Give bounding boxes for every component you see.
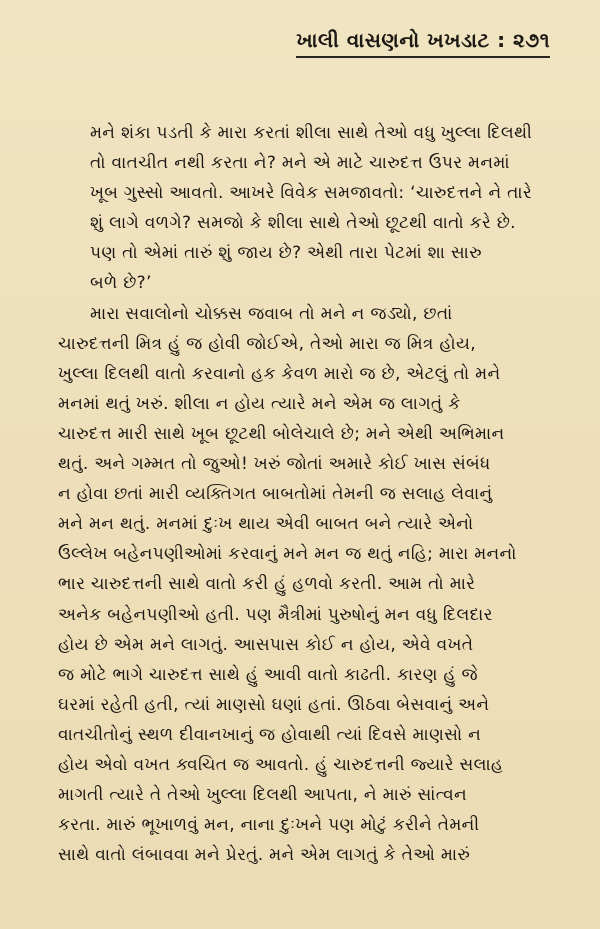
text-line: પણ તો એમાં તારું શું જાય છે? એથી તારા પેટમાં શા સારુ (90, 243, 482, 264)
text-line: ભાર ચારુદત્તની સાથે વાતો કરી હું હળવો કરતી. આમ તો મારે (58, 574, 476, 595)
text-line: ખુલ્લા દિલથી વાતો કરવાનો હક કેવળ મારો જ છે, એટલું તો મને (58, 363, 501, 384)
text-line: થતું. અને ગમ્મત તો જુઓ! ખરું જોતાં અમારે કોઈ ખાસ સંબંધ (58, 454, 491, 475)
text-line: ચારુદત્ત મારી સાથે ખૂબ છૂટથી બોલેચાલે છે; મને એથી અભિમાન (58, 423, 505, 444)
text-line: તો વાતચીત નથી કરતા ને? મને એ માટે ચારુદત્ત ઉપર મનમાં (90, 153, 510, 174)
text-line: શું લાગે વળગે? સમજો કે શીલા સાથે તેઓ છૂટથી વાતો કરે છે. (90, 213, 516, 234)
page-header (58, 28, 566, 86)
text-line: બળે છે?’ (90, 273, 152, 294)
text-line: હોય એવો વખત ક્વચિત જ આવતો. હું ચારુદત્તની જ્યારે સલાહ (58, 754, 504, 775)
text-line: જ મોટે ભાગે ચારુદત્ત સાથે હું આવી વાતો કાઢતી. કારણ હું જે (58, 664, 478, 685)
text-line: ન હોવા છતાં મારી વ્યક્તિગત બાબતોમાં તેમની જ સલાહ લેવાનું (58, 484, 493, 505)
paragraph-1 (58, 118, 566, 299)
text-line: ચારુદત્તની મિત્ર હું જ હોવી જોઈએ, તેઓ મારા જ મિત્ર હોય, (58, 333, 476, 354)
text-line: મને મન થતું. મનમાં દુઃખ થાય એવી બાબત બને ત્યારે એનો (58, 514, 474, 535)
text-line: ખૂબ ગુસ્સો આવતો. આખરે વિવેક સમજાવતો: ‘ચારુદત્તને ને તારે (90, 183, 532, 204)
text-line: ઉલ્લેખ બહેનપણીઓમાં કરવાનું મને મન જ થતું નહિ; મારા મનનો (58, 544, 517, 565)
text-line: ઘરમાં રહેતી હતી, ત્યાં માણસો ઘણાં હતાં. ઊઠવા બેસવાનું અને (58, 694, 490, 715)
text-line: હોય છે એમ મને લાગતું. આસપાસ કોઈ ન હોય, એવે વખતે (58, 634, 474, 655)
text-line: મારા સવાલોનો ચોક્કસ જવાબ તો મને ન જડ્યો, છતાં (90, 303, 453, 324)
paragraph-2 (58, 299, 566, 871)
running-head: ખાલી વાસણનો ખખડાટ : ૨૭૧ (296, 28, 550, 58)
text-line: વાતચીતોનું સ્થળ દીવાનખાનું જ હોવાથી ત્યાં દિવસે માણસો ન (58, 724, 482, 745)
text-line: માગતી ત્યારે તે તેઓ ખુલ્લા દિલથી આપતા, ને મારું સાંત્વન (58, 785, 468, 806)
text-line: અનેક બહેનપણીઓ હતી. પણ મૈત્રીમાં પુરુષોનું મન વધુ દિલદાર (58, 604, 493, 625)
body-text (58, 118, 566, 870)
text-line: મનમાં થતું ખરું. શીલા ન હોય ત્યારે મને એમ જ લાગતું કે (58, 393, 461, 414)
text-line: સાથે વાતો લંબાવવા મને પ્રેરતું. મને એમ લાગતું કે તેઓ મારું (58, 845, 471, 866)
text-line: કરતા. મારું ભૂખાળવું મન, નાના દુઃખને પણ મોટું કરીને તેમની (58, 815, 480, 836)
text-line: મને શંકા પડતી કે મારા કરતાં શીલા સાથે તેઓ વધુ ખુલ્લા દિલથી (90, 123, 533, 143)
